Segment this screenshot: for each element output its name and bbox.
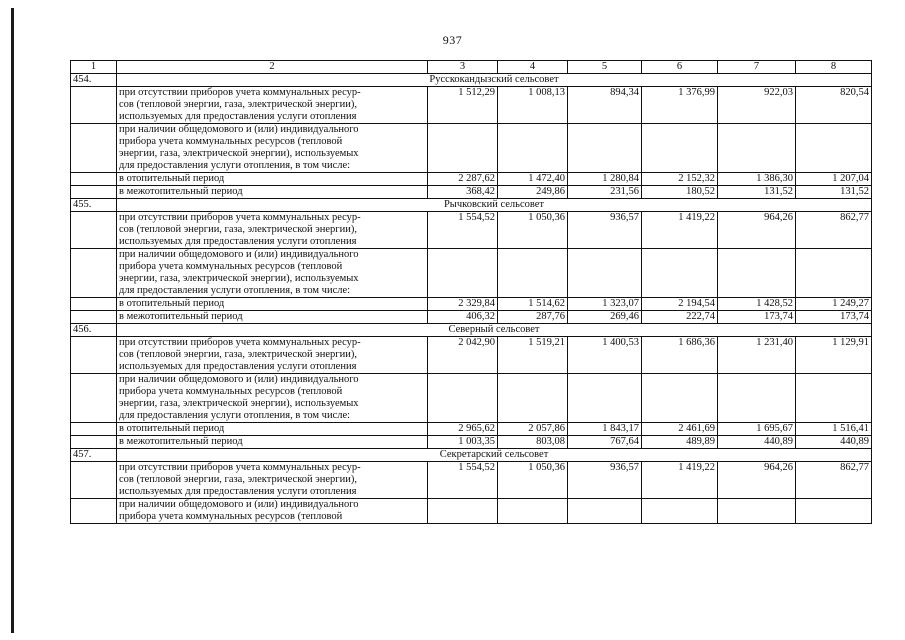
table-row (71, 298, 872, 311)
description-line: при наличии общедомового и (или) индивидуального (119, 249, 359, 260)
row-description (117, 311, 428, 324)
value-cell (642, 499, 718, 524)
empty-number-cell (71, 499, 117, 524)
tariff-table (70, 60, 872, 524)
value-cell: 1 050,36 (498, 212, 568, 249)
value-cell: 1 231,40 (718, 337, 796, 374)
empty-number-cell (71, 124, 117, 173)
value-cell: 2 461,69 (642, 423, 718, 436)
value-cell: 231,56 (568, 186, 642, 199)
value-cell: 1 400,53 (568, 337, 642, 374)
section-number: 456. (71, 324, 117, 337)
value-cell: 1 280,84 (568, 173, 642, 186)
empty-number-cell (71, 173, 117, 186)
column-header: 3 (428, 61, 498, 74)
description-line: энергии, газа, электрической энергии), используемых (119, 398, 359, 409)
description-line: сов (тепловой энергии, газа, электрической энергии), (119, 474, 357, 485)
value-cell: 1 003,35 (428, 436, 498, 449)
value-cell: 2 965,62 (428, 423, 498, 436)
value-cell (796, 249, 872, 298)
value-cell (796, 124, 872, 173)
value-cell: 964,26 (718, 212, 796, 249)
description-line: прибора учета коммунальных ресурсов (тепловой (119, 261, 343, 272)
value-cell: 894,34 (568, 87, 642, 124)
value-cell (718, 374, 796, 423)
section-header-row (71, 324, 872, 337)
description-line: энергии, газа, электрической энергии), используемых (119, 148, 359, 159)
value-cell (796, 499, 872, 524)
table-row (71, 374, 872, 423)
empty-number-cell (71, 337, 117, 374)
table-row (71, 249, 872, 298)
row-description (117, 374, 428, 423)
table-row (71, 462, 872, 499)
value-cell: 1 428,52 (718, 298, 796, 311)
description-line: при отсутствии приборов учета коммунальных ресур- (119, 337, 361, 348)
row-description (117, 173, 428, 186)
value-cell: 2 042,90 (428, 337, 498, 374)
description-line: в отопительный период (119, 298, 225, 309)
value-cell: 767,64 (568, 436, 642, 449)
section-header-row (71, 74, 872, 87)
value-cell: 1 419,22 (642, 212, 718, 249)
table-row (71, 173, 872, 186)
empty-number-cell (71, 374, 117, 423)
row-description (117, 212, 428, 249)
table-row (71, 337, 872, 374)
value-cell (428, 374, 498, 423)
value-cell: 936,57 (568, 462, 642, 499)
value-cell (718, 124, 796, 173)
table-row (71, 186, 872, 199)
empty-number-cell (71, 249, 117, 298)
value-cell (428, 499, 498, 524)
value-cell: 862,77 (796, 212, 872, 249)
section-title: Северный сельсовет (117, 324, 872, 337)
value-cell (718, 499, 796, 524)
value-cell: 862,77 (796, 462, 872, 499)
value-cell: 1 695,67 (718, 423, 796, 436)
value-cell: 173,74 (796, 311, 872, 324)
table-row (71, 124, 872, 173)
description-line: прибора учета коммунальных ресурсов (тепловой (119, 386, 343, 397)
value-cell (718, 249, 796, 298)
column-header-row (71, 61, 872, 74)
description-line: сов (тепловой энергии, газа, электрической энергии), (119, 224, 357, 235)
value-cell: 1 008,13 (498, 87, 568, 124)
description-line: в межотопительный период (119, 311, 243, 322)
value-cell (498, 124, 568, 173)
section-title: Русскокандызский сельсовет (117, 74, 872, 87)
description-line: в отопительный период (119, 173, 225, 184)
value-cell: 803,08 (498, 436, 568, 449)
table-row (71, 423, 872, 436)
empty-number-cell (71, 298, 117, 311)
value-cell: 2 152,32 (642, 173, 718, 186)
value-cell: 922,03 (718, 87, 796, 124)
row-description (117, 337, 428, 374)
column-header: 1 (71, 61, 117, 74)
value-cell: 440,89 (796, 436, 872, 449)
empty-number-cell (71, 436, 117, 449)
value-cell (428, 124, 498, 173)
value-cell (642, 124, 718, 173)
value-cell: 489,89 (642, 436, 718, 449)
value-cell: 964,26 (718, 462, 796, 499)
row-description (117, 124, 428, 173)
column-header: 2 (117, 61, 428, 74)
value-cell: 1 419,22 (642, 462, 718, 499)
row-description (117, 423, 428, 436)
description-line: используемых для предоставления услуги отопления (119, 486, 357, 497)
value-cell: 249,86 (498, 186, 568, 199)
value-cell: 936,57 (568, 212, 642, 249)
value-cell: 1 323,07 (568, 298, 642, 311)
value-cell (568, 249, 642, 298)
value-cell: 1 472,40 (498, 173, 568, 186)
description-line: используемых для предоставления услуги отопления (119, 236, 357, 247)
value-cell: 1 686,36 (642, 337, 718, 374)
value-cell: 440,89 (718, 436, 796, 449)
row-description (117, 186, 428, 199)
value-cell: 1 129,91 (796, 337, 872, 374)
value-cell: 1 516,41 (796, 423, 872, 436)
empty-number-cell (71, 462, 117, 499)
column-header: 8 (796, 61, 872, 74)
value-cell: 820,54 (796, 87, 872, 124)
row-description (117, 462, 428, 499)
value-cell (568, 499, 642, 524)
value-cell: 1 514,62 (498, 298, 568, 311)
section-title: Секретарский сельсовет (117, 449, 872, 462)
value-cell: 131,52 (796, 186, 872, 199)
binding-edge (11, 8, 14, 633)
value-cell: 222,74 (642, 311, 718, 324)
value-cell: 1 512,29 (428, 87, 498, 124)
row-description (117, 249, 428, 298)
table-row (71, 311, 872, 324)
table-row (71, 436, 872, 449)
value-cell: 1 376,99 (642, 87, 718, 124)
section-header-row (71, 199, 872, 212)
description-line: в межотопительный период (119, 186, 243, 197)
value-cell (568, 374, 642, 423)
column-header: 4 (498, 61, 568, 74)
description-line: энергии, газа, электрической энергии), используемых (119, 273, 359, 284)
value-cell: 2 194,54 (642, 298, 718, 311)
description-line: при наличии общедомового и (или) индивидуального (119, 499, 359, 510)
description-line: для предоставления услуги отопления, в том числе: (119, 285, 351, 296)
description-line: при наличии общедомового и (или) индивидуального (119, 124, 359, 135)
description-line: используемых для предоставления услуги отопления (119, 361, 357, 372)
description-line: используемых для предоставления услуги отопления (119, 111, 357, 122)
value-cell: 1 207,04 (796, 173, 872, 186)
row-description (117, 436, 428, 449)
page-number: 937 (442, 33, 463, 47)
value-cell: 2 329,84 (428, 298, 498, 311)
row-description (117, 87, 428, 124)
empty-number-cell (71, 186, 117, 199)
value-cell: 2 287,62 (428, 173, 498, 186)
value-cell: 2 057,86 (498, 423, 568, 436)
description-line: при отсутствии приборов учета коммунальных ресур- (119, 462, 361, 473)
section-number: 457. (71, 449, 117, 462)
value-cell: 368,42 (428, 186, 498, 199)
value-cell (642, 249, 718, 298)
description-line: для предоставления услуги отопления, в том числе: (119, 160, 351, 171)
empty-number-cell (71, 87, 117, 124)
value-cell (796, 374, 872, 423)
value-cell: 269,46 (568, 311, 642, 324)
value-cell: 287,76 (498, 311, 568, 324)
description-line: в отопительный период (119, 423, 225, 434)
section-number: 454. (71, 74, 117, 87)
column-header: 5 (568, 61, 642, 74)
section-title: Рычковский сельсовет (117, 199, 872, 212)
value-cell: 1 519,21 (498, 337, 568, 374)
description-line: сов (тепловой энергии, газа, электрической энергии), (119, 99, 357, 110)
table-row (71, 499, 872, 524)
value-cell: 1 386,30 (718, 173, 796, 186)
description-line: при наличии общедомового и (или) индивидуального (119, 374, 359, 385)
value-cell (642, 374, 718, 423)
value-cell: 1 554,52 (428, 462, 498, 499)
description-line: прибора учета коммунальных ресурсов (тепловой (119, 511, 343, 522)
table-row (71, 87, 872, 124)
value-cell (428, 249, 498, 298)
section-header-row (71, 449, 872, 462)
value-cell (498, 499, 568, 524)
value-cell: 131,52 (718, 186, 796, 199)
column-header: 6 (642, 61, 718, 74)
value-cell: 406,32 (428, 311, 498, 324)
value-cell (568, 124, 642, 173)
empty-number-cell (71, 423, 117, 436)
empty-number-cell (71, 311, 117, 324)
value-cell: 173,74 (718, 311, 796, 324)
description-line: прибора учета коммунальных ресурсов (тепловой (119, 136, 343, 147)
description-line: в межотопительный период (119, 436, 243, 447)
description-line: сов (тепловой энергии, газа, электрической энергии), (119, 349, 357, 360)
description-line: для предоставления услуги отопления, в том числе: (119, 410, 351, 421)
value-cell (498, 249, 568, 298)
value-cell (498, 374, 568, 423)
value-cell: 1 843,17 (568, 423, 642, 436)
empty-number-cell (71, 212, 117, 249)
column-header: 7 (718, 61, 796, 74)
value-cell: 1 249,27 (796, 298, 872, 311)
value-cell: 180,52 (642, 186, 718, 199)
row-description (117, 298, 428, 311)
section-number: 455. (71, 199, 117, 212)
table-row (71, 212, 872, 249)
value-cell: 1 050,36 (498, 462, 568, 499)
description-line: при отсутствии приборов учета коммунальных ресур- (119, 212, 361, 223)
description-line: при отсутствии приборов учета коммунальных ресур- (119, 87, 361, 98)
value-cell: 1 554,52 (428, 212, 498, 249)
table-body (71, 61, 872, 524)
row-description (117, 499, 428, 524)
